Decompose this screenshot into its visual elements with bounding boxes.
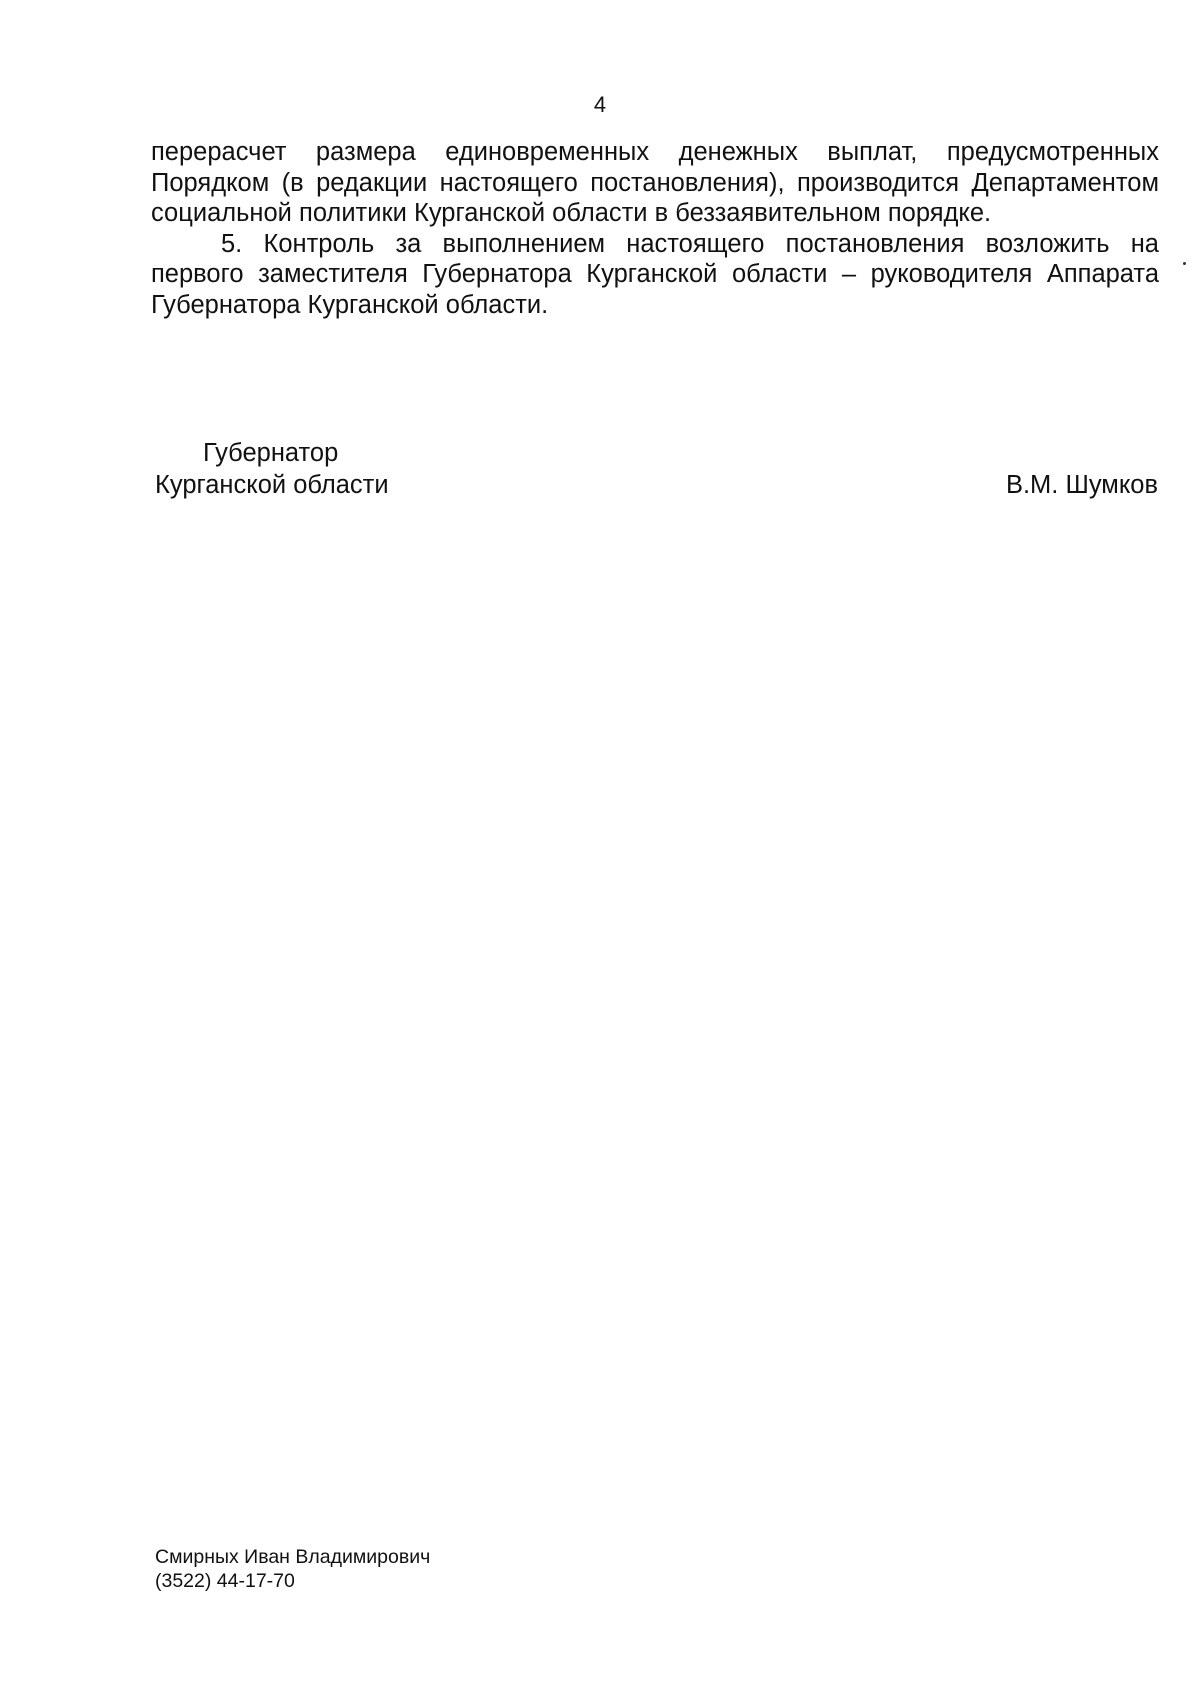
- page-number: 4: [593, 92, 607, 117]
- signatory-title: Губернатор: [203, 439, 339, 467]
- executor-name: Смирных Иван Владимирович: [155, 1546, 431, 1568]
- signatory-region: Курганской области: [155, 471, 389, 499]
- signatory-name: В.М. Шумков: [1005, 471, 1158, 499]
- executor-phone: (3522) 44-17-70: [155, 1570, 295, 1592]
- paragraph-5: 5. Контроль за выполнением настоящего постановления возложить на первого заместителя Губернатора Курганской области – руководителя Аппарата Губернатора Курганской области.: [151, 229, 1159, 319]
- scan-speck: [1183, 262, 1186, 265]
- paragraph-continued: перерасчет размера единовременных денежных выплат, предусмотренных Порядком (в редакции настоящего постановления), производится Департаментом социальной политики Курганской области в беззаявительном порядке.: [151, 138, 1159, 227]
- executor-block: [155, 1545, 430, 1593]
- document-body: [151, 137, 1159, 320]
